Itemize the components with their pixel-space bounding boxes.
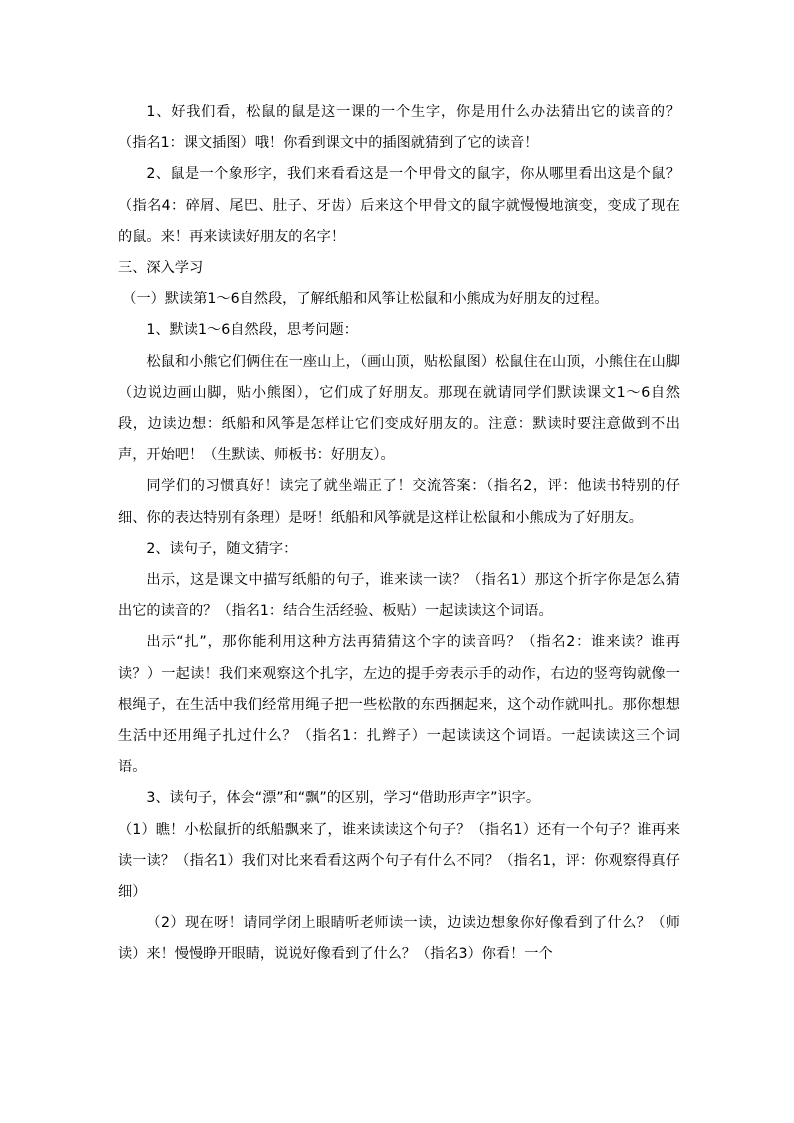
paragraph-13: （2）现在呀！请同学闭上眼睛听老师读一读，边读边想象你好像看到了什么？（师读）来！慢慢睁开眼睛，说说好像看到了什么？（指名3）你看！一个	[118, 915, 680, 963]
paragraph-2: 2、鼠是一个象形字，我们来看看这是一个甲骨文的鼠字，你从哪里看出这是个鼠？（指名4：碎屑、尾巴、肚子、牙齿）后来这个甲骨文的鼠字就慢慢地演变，变成了现在的鼠。来！再来读读好朋友的名字！	[118, 166, 680, 245]
paragraph-11: 3、读句子，体会“漂”和“飘”的区别，学习“借助形声字”识字。	[146, 790, 541, 807]
paragraph-12: （1）瞧！小松鼠折的纸船飘来了，谁来读读这个句子？（指名1）还有一个句子？谁再来读一读？（指名1）我们对比来看看这两个句子有什么不同？（指名1，评：你观察得真仔细）	[118, 821, 680, 901]
paragraph-10: 出示“扎”，那你能利用这种方法再猜猜这个字的读音吗？（指名2：谁来读？谁再读？）一起读！我们来观察这个扎字，左边的提手旁表示手的动作，右边的竖弯钩就像一根绳子，在生活中我们经常用绳子把一些松散的东西捆起来，这个动作就叫扎。那你想想生活中还用绳子扎过什么？（指名1：扎辫子）一起读读这个词语。一起读读这三个词语。	[118, 634, 680, 776]
paragraph-1: 1、好我们看，松鼠的鼠是这一课的一个生字，你是用什么办法猜出它的读音的？（指名1：课文插图）哦！你看到课文中的插图就猜到了它的读音！	[118, 104, 680, 152]
paragraph-9: 出示，这是课文中描写纸船的句子，谁来读一读？（指名1）那这个折字你是怎么猜出它的读音的？（指名1：结合生活经验、板贴）一起读读这个词语。	[118, 572, 680, 620]
paragraph-7: 同学们的习惯真好！读完了就坐端正了！交流答案：（指名2，评：他读书特别的仔细、你的表达特别有条理）是呀！纸船和风筝就是这样让松鼠和小熊成为了好朋友。	[118, 478, 680, 526]
section-heading: 三、深入学习	[118, 260, 204, 277]
paragraph-8: 2、读句子，随文猜字：	[146, 540, 298, 557]
paragraph-6: 松鼠和小熊它们俩住在一座山上，（画山顶，贴松鼠图）松鼠住在山顶，小熊住在山脚（边说边画山脚，贴小熊图），它们成了好朋友。那现在就请同学们默读课文1～6自然段，边读边想：纸船和风筝是怎样让它们变成好朋友的。注意：默读时要注意做到不出声，开始吧！（生默读、师板书：好朋友）。	[118, 353, 680, 464]
lesson-plan-body	[118, 97, 680, 971]
subsection-heading: （一）默读第1～6自然段，了解纸船和风筝让松鼠和小熊成为好朋友的过程。	[122, 291, 609, 308]
paragraph-5: 1、默读1～6自然段，思考问题：	[146, 322, 358, 339]
